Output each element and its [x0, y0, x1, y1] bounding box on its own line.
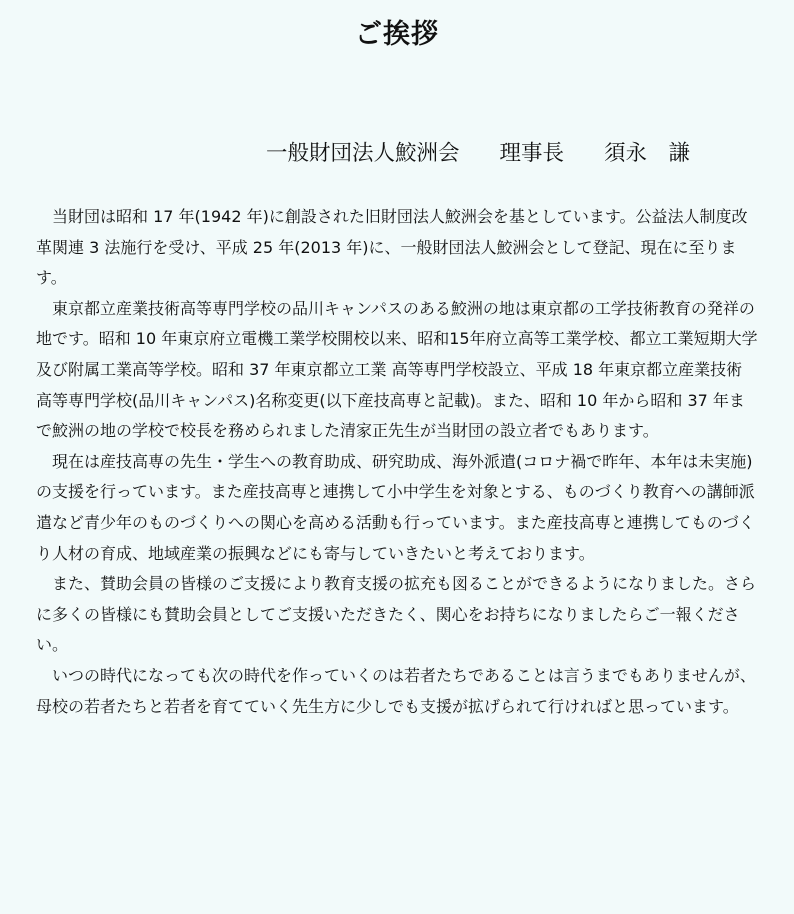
paragraph-members: また、賛助会員の皆様のご支援により教育支援の拡充も図ることができるようになりました。さらに多くの皆様にも賛助会員としてご支援いただきたく、関心をお持ちになりましたらご一報ください。: [36, 574, 757, 655]
chairman-title: 理事長: [499, 141, 565, 166]
organization-name: 一般財団法人鮫洲会: [266, 141, 460, 166]
chairman-name: 須永 謙: [604, 141, 691, 166]
paragraph-activities: 現在は産技高専の先生・学生への教育助成、研究助成、海外派遣(コロナ禍で昨年、本年は未実施)の支援を行っています。また産技高専と連携して小中学生を対象とする、ものづくり教育への講師派遣など青少年のものづくりへの関心を高める活動も行っています。また産技高専と連携してものづくり人材の育成、地域産業の振興などにも寄与していきたいと考えております。: [36, 451, 755, 563]
page-title: ご挨拶: [355, 19, 439, 50]
signature-line: [266, 136, 786, 167]
paragraph-history: 当財団は昭和 17 年(1942 年)に創設された旧財団法人鮫洲会を基としています。公益法人制度改革関連 3 法施行を受け、平成 25 年(2013 年)に、一般財団法人鮫洲会として登記、現在に至ります。: [36, 207, 748, 288]
greeting-body: [36, 202, 758, 722]
paragraph-closing: いつの時代になっても次の時代を作っていくのは若者たちであることは言うまでもありませんが、母校の若者たちと若者を育てていく先生方に少しでも支援が拡げられて行ければと思っています。: [36, 665, 756, 716]
paragraph-origin: 東京都立産業技術高等専門学校の品川キャンパスのある鮫洲の地は東京都の工学技術教育の発祥の地です。昭和 10 年東京府立電機工業学校開校以来、昭和15年府立高等工業学校、都立工業短期大学及び附属工業高等学校。昭和 37 年東京都立工業 高等専門学校設立、平成 18 年東京都立産業技術高等専門学校(品川キャンパス)名称変更(以下産技高専と記載)。また、昭和 10 年から昭和 37 年まで鮫洲の地の学校で校長を務められました清家正先生が当財団の設立者でもあります。: [36, 298, 758, 441]
